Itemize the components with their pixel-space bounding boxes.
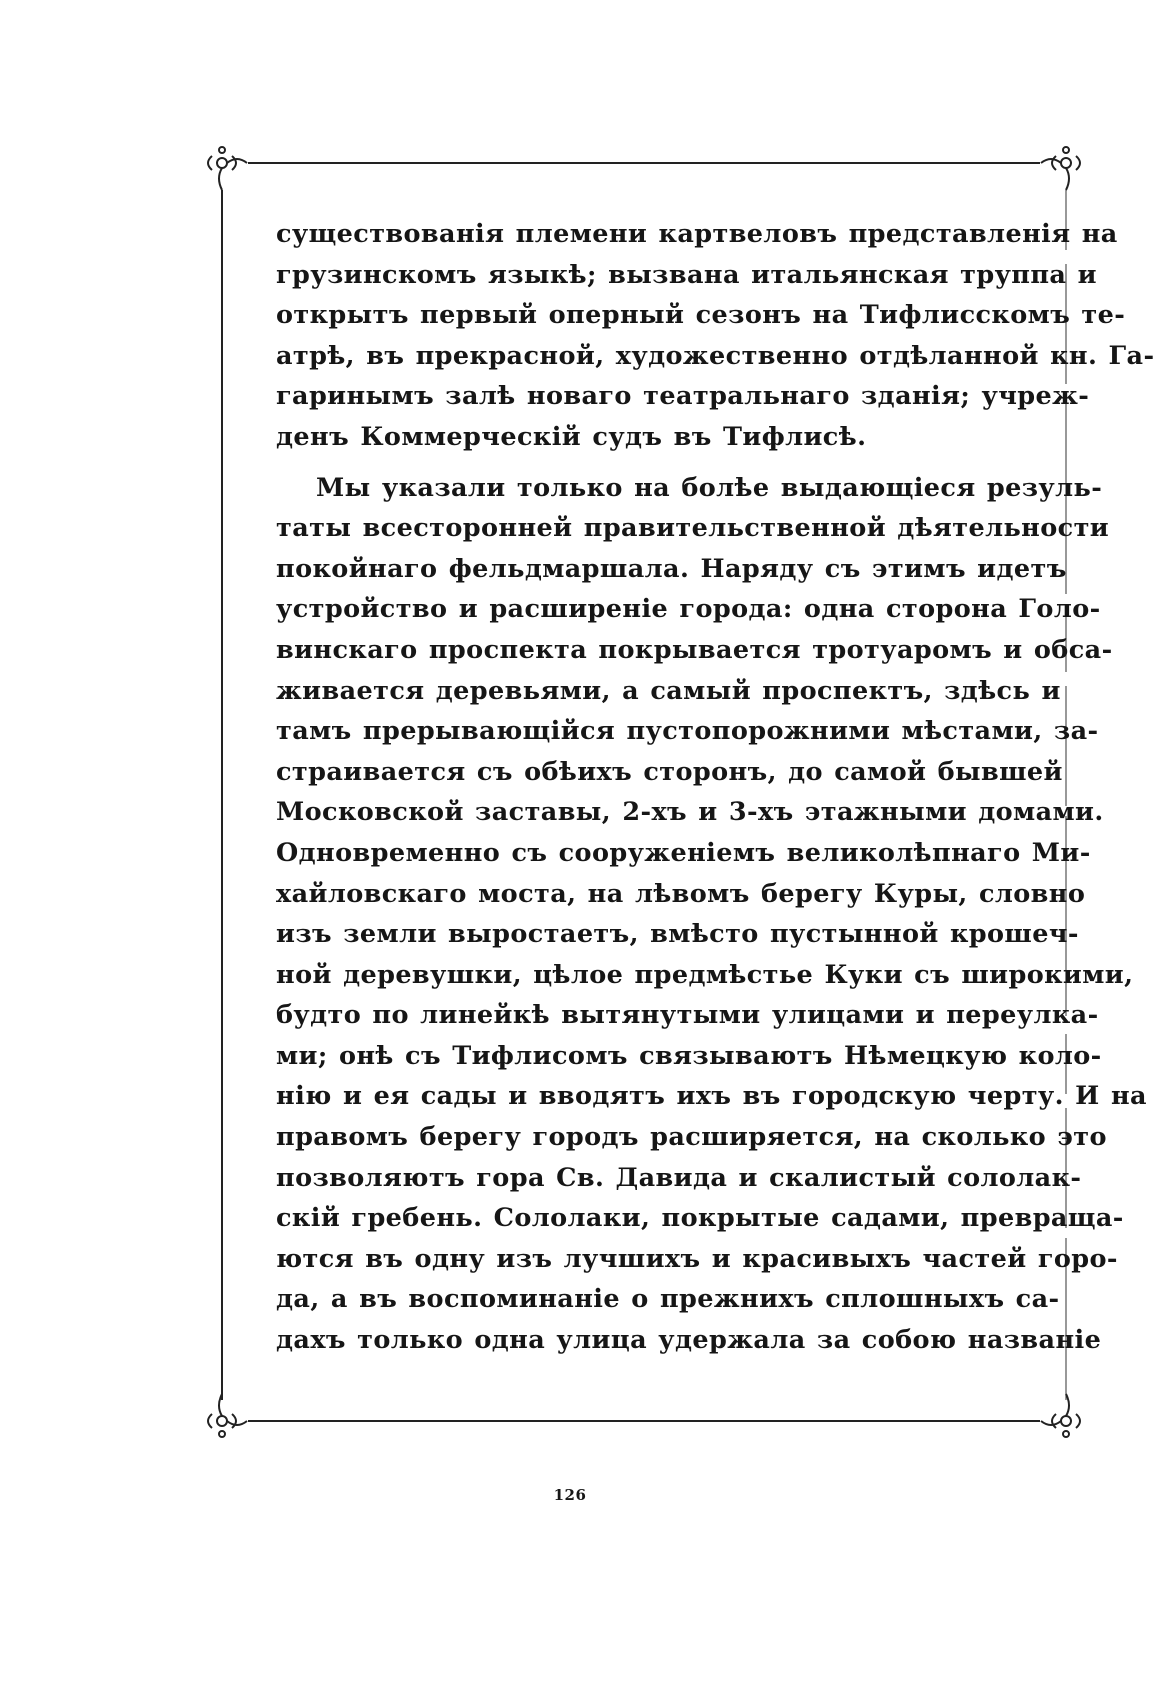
corner-ornament-bottom-left xyxy=(208,1394,247,1437)
text-line-6: денъ Коммерческій судъ въ Тифлисѣ. xyxy=(276,421,867,452)
text-line-7: Мы указали только на болѣе выдающіеся резуль- xyxy=(316,472,1103,503)
text-line-21: ми; онѣ съ Тифлисомъ связываютъ Нѣмецкую коло- xyxy=(276,1040,1102,1071)
text-line-19: ной деревушки, цѣлое предмѣстье Куки съ широкими, xyxy=(276,959,1134,990)
text-line-22: нію и ея сады и вводятъ ихъ въ городскую черту. И на xyxy=(276,1081,1147,1112)
text-line-25: скій гребень. Сололаки, покрытые садами, превраща- xyxy=(276,1203,1124,1234)
text-line-12: живается деревьями, а самый проспектъ, здѣсь и xyxy=(276,675,1061,706)
text-line-18: изъ земли выростаетъ, вмѣсто пустынной крошеч- xyxy=(276,919,1079,950)
text-line-3: открытъ первый оперный сезонъ на Тифлисскомъ те- xyxy=(276,300,1126,331)
text-line-11: винскаго проспекта покрывается тротуаромъ и обса- xyxy=(276,634,1113,665)
text-line-20: будто по линейкѣ вытянутыми улицами и переулка- xyxy=(276,1000,1099,1031)
text-line-1: существованія племени картвеловъ представленія на xyxy=(276,219,1118,249)
text-line-26: ются въ одну изъ лучшихъ и красивыхъ частей горо- xyxy=(276,1243,1118,1274)
main-text xyxy=(276,214,1154,1361)
corner-ornament-bottom-right xyxy=(1041,1394,1080,1437)
text-line-23: правомъ берегу городъ расширяется, на сколько это xyxy=(276,1122,1107,1153)
text-line-15: Московской заставы, 2-хъ и 3-хъ этажными домами. xyxy=(276,797,1104,828)
page-number: 126 xyxy=(553,1486,587,1504)
text-line-10: устройство и расширеніе города: одна сторона Голо- xyxy=(276,594,1101,625)
text-line-28: дахъ только одна улица удержала за собою названіе xyxy=(276,1325,1102,1356)
text-line-9: покойнаго фельдмаршала. Наряду съ этимъ идетъ xyxy=(276,553,1067,584)
text-line-16: Одновременно съ сооруженіемъ великолѣпнаго Ми- xyxy=(276,837,1091,868)
text-line-14: страивается съ обѣихъ сторонъ, до самой бывшей xyxy=(276,756,1063,787)
text-line-13: тамъ прерывающійся пустопорожними мѣстами, за- xyxy=(276,716,1099,747)
text-line-8: таты всесторонней правительственной дѣятельности xyxy=(276,513,1110,544)
text-line-27: да, а въ воспоминаніе о прежнихъ сплошныхъ са- xyxy=(276,1284,1060,1315)
text-line-17: хайловскаго моста, на лѣвомъ берегу Куры, словно xyxy=(276,878,1086,909)
text-line-24: позволяютъ гора Св. Давида и скалистый сололак- xyxy=(276,1162,1082,1193)
text-line-2: грузинскомъ языкѣ; вызвана итальянская труппа и xyxy=(276,259,1097,290)
corner-ornament-top-right xyxy=(1041,147,1080,190)
text-line-4: атрѣ, въ прекрасной, художественно отдѣланной кн. Га- xyxy=(276,340,1154,371)
corner-ornament-top-left xyxy=(208,147,247,190)
text-line-5: гаринымъ залѣ новаго театральнаго зданія; учреж- xyxy=(276,381,1090,412)
